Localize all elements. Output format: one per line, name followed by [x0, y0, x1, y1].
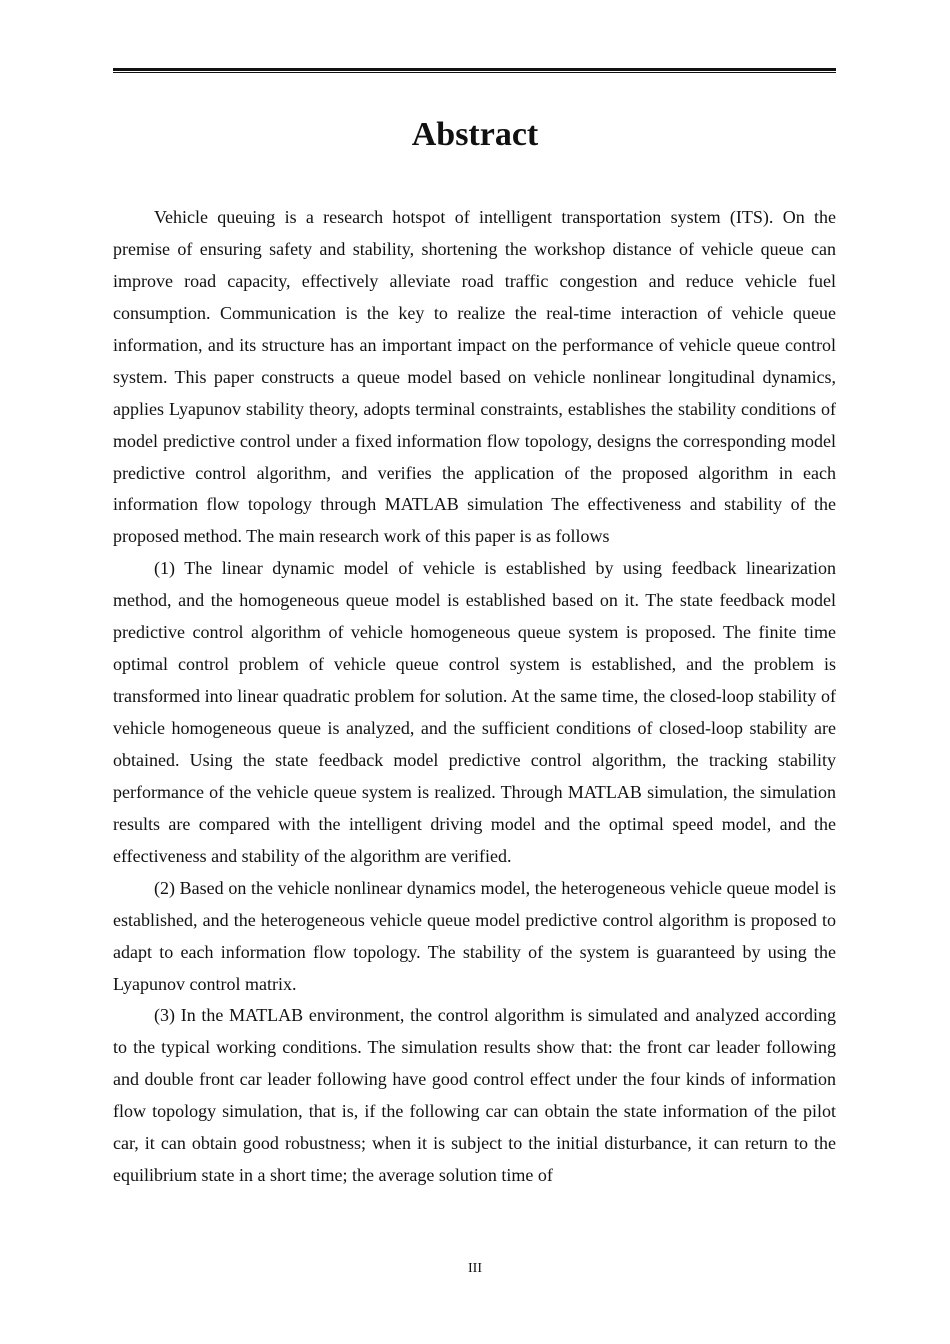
header-rule-thick — [113, 68, 836, 71]
page-number: III — [468, 1261, 482, 1276]
paragraph-item-3: (3) In the MATLAB environment, the control algorithm is simulated and analyzed according to the typical working conditions. The simulation results show that: the front car leader following and double front car leader following have good control effect under the four kinds of information flow topology simulation, that is, if the following car can obtain the state information of the pilot car, it can obtain good robustness; when it is subject to the initial disturbance, it can return to the equilibrium state in a short time; the average solution time of — [113, 1005, 836, 1186]
page-title: Abstract — [411, 116, 539, 153]
header-rule-thin — [113, 72, 836, 73]
paragraph-item-2: (2) Based on the vehicle nonlinear dynamics model, the heterogeneous vehicle queue model is established, and the heterogeneous vehicle queue model predictive control algorithm is proposed to adapt to each information flow topology. The stability of the system is guaranteed by using the Lyapunov control matrix. — [113, 877, 836, 994]
abstract-body — [113, 202, 836, 1192]
paragraph-intro: Vehicle queuing is a research hotspot of intelligent transportation system (ITS). On the premise of ensuring safety and stability, shortening the workshop distance of vehicle queue can improve road capacity, effectively alleviate road traffic congestion and reduce vehicle fuel consumption. Communication is the key to realize the real-time interaction of vehicle queue information, and its structure has an important impact on the performance of vehicle queue control system. This paper constructs a queue model based on vehicle nonlinear longitudinal dynamics, applies Lyapunov stability theory, adopts terminal constraints, establishes the stability conditions of model predictive control under a fixed information flow topology, designs the corresponding model predictive control algorithm, and verifies the application of the proposed algorithm in each information flow topology through MATLAB simulation The effectiveness and stability of the proposed method. The main research work of this paper is as follows — [113, 207, 836, 547]
paragraph-item-1: (1) The linear dynamic model of vehicle is established by using feedback linearization method, and the homogeneous queue model is established based on it. The state feedback model predictive control algorithm of vehicle homogeneous queue system is proposed. The finite time optimal control problem of vehicle queue control system is established, and the problem is transformed into linear quadratic problem for solution. At the same time, the closed-loop stability of vehicle homogeneous queue is analyzed, and the sufficient conditions of closed-loop stability are obtained. Using the state feedback model predictive control algorithm, the tracking stability performance of the vehicle queue system is realized. Through MATLAB simulation, the simulation results are compared with the intelligent driving model and the optimal speed model, and the effectiveness and stability of the algorithm are verified. — [113, 558, 836, 866]
